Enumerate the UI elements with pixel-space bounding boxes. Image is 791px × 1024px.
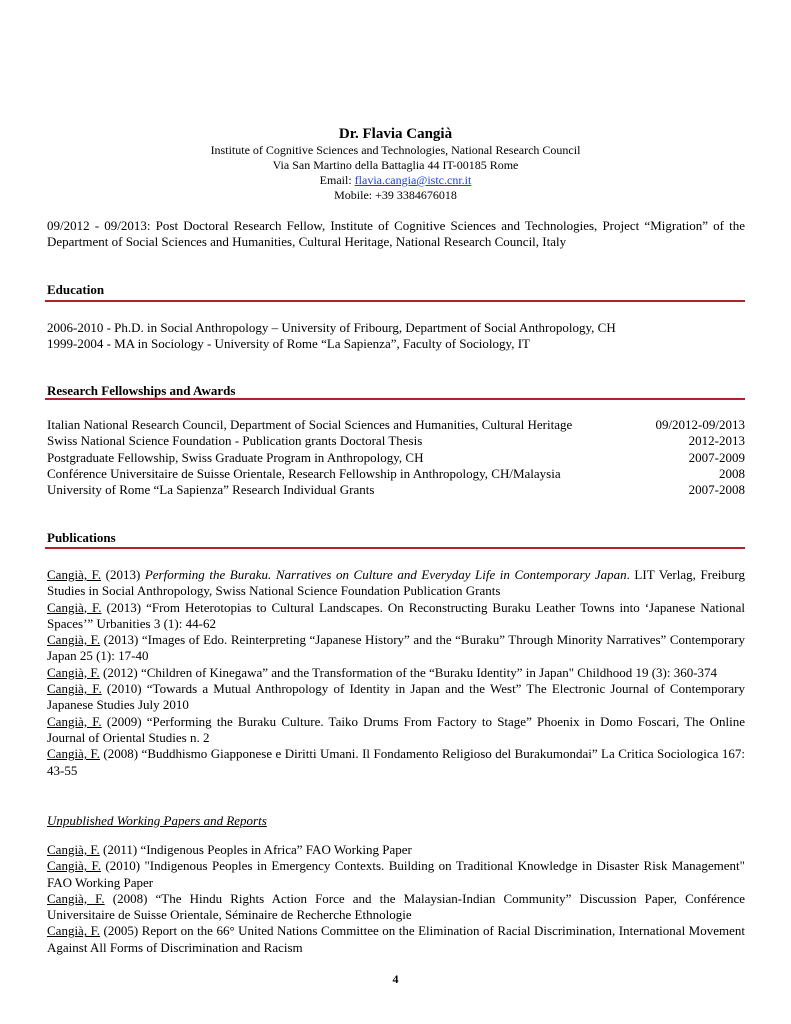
publication-author: Cangià, F. xyxy=(47,567,102,582)
publication-details: . LIT Verlag, Freiburg Studies in Social Anthropology, Swiss National Science Foundation Publication Grants xyxy=(47,567,745,599)
unpublished-title: Unpublished Working Papers and Reports xyxy=(47,813,267,828)
education-list xyxy=(47,320,745,353)
fellowship-date: 2007-2009 xyxy=(688,449,745,465)
publication-author: Cangià, F. xyxy=(47,746,100,762)
unpublished-details: Report on the 66° United Nations Committee on the Elimination of Racial Discrimination, International Movement Against All Forms of Discrimination and Racism xyxy=(47,923,746,955)
fellowships-heading: Research Fellowships and Awards xyxy=(47,383,236,398)
fellowships-list xyxy=(47,417,745,498)
fellowship-date: 2012-2013 xyxy=(688,433,745,449)
education-item: 2006-2010 - Ph.D. in Social Anthropology – University of Fribourg, Department of Social Anthropology, CH xyxy=(47,320,616,335)
publication-details: “Children of Kinegawa” and the Transformation of the “Buraku Identity” in Japan" Childhood 19 (3): 360-374 xyxy=(140,664,718,680)
publication-author: Cangià, F. xyxy=(47,599,102,615)
publication-details: “Performing the Buraku Culture. Taiko Drums From Factory to Stage” Phoenix in Domo Foscari, The Online Journal of Oriental Studies n. 2 xyxy=(47,713,745,745)
unpublished-year: (2008) xyxy=(104,890,156,906)
education-item: 1999-2004 - MA in Sociology - University of Rome “La Sapienza”, Faculty of Sociology, IT xyxy=(47,336,530,352)
unpublished-entry xyxy=(47,858,745,891)
unpublished-entry xyxy=(47,891,745,924)
publication-author: Cangià, F. xyxy=(47,632,101,648)
publications-heading: Publications xyxy=(47,530,116,545)
unpublished-entry xyxy=(47,842,745,858)
fellowship-row xyxy=(47,433,745,449)
fellowship-text: Swiss National Science Foundation - Publication grants Doctoral Thesis xyxy=(47,433,423,449)
fellowship-text: Postgraduate Fellowship, Swiss Graduate Program in Anthropology, CH xyxy=(47,449,424,465)
publication-year: (2009) xyxy=(101,713,147,729)
fellowship-text: University of Rome “La Sapienza” Research Individual Grants xyxy=(47,482,375,498)
unpublished-entry xyxy=(47,923,745,956)
unpublished-details: "Indigenous Peoples in Emergency Contexts. Building on Traditional Knowledge in Disaster Risk Management" FAO Working Paper xyxy=(47,858,745,890)
publication-details: “From Heterotopias to Cultural Landscapes. On Reconstructing Buraku Leather Towns into ‘Japanese National Spaces’” Urbanities 3 (1): 44-62 xyxy=(47,599,745,631)
unpublished-author: Cangià, F. xyxy=(47,923,101,939)
cv-header xyxy=(0,125,791,203)
publication-author: Cangià, F. xyxy=(47,713,102,729)
address-line: Via San Martino della Battaglia 44 IT-00185 Rome xyxy=(272,158,519,172)
fellowship-row xyxy=(47,466,745,482)
education-heading: Education xyxy=(47,282,105,297)
unpublished-author: Cangià, F. xyxy=(47,842,100,857)
publication-author: Cangià, F. xyxy=(47,664,100,680)
institute-line: Institute of Cognitive Sciences and Technologies, National Research Council xyxy=(210,143,581,157)
fellowship-row xyxy=(47,417,745,433)
publication-entry xyxy=(47,665,745,681)
current-position: 09/2012 - 09/2013: Post Doctoral Research Fellow, Institute of Cognitive Sciences and Technologies, Project “Migration” of the Department of Social Sciences and Humanities, Cultural Heritage, National Research Council, Italy xyxy=(47,218,745,250)
education-rule xyxy=(45,300,745,302)
unpublished-year: (2005) xyxy=(100,923,142,939)
publication-entry xyxy=(47,567,745,600)
publication-details: “Images of Edo. Reinterpreting “Japanese History” and the “Buraku” Through Minority Narratives” Contemporary Japan 25 (1): 17-40 xyxy=(47,632,745,664)
email-link[interactable]: flavia.cangia@istc.cnr.it xyxy=(354,173,472,187)
publication-details: “Towards a Mutual Anthropology of Identity in Japan and the West” The Electronic Journal of Contemporary Japanese Studies July 2010 xyxy=(47,681,746,713)
publication-year: (2013) xyxy=(100,632,142,648)
publication-year: (2010) xyxy=(101,681,147,697)
publication-book-title: Performing the Buraku. Narratives on Culture and Everyday Life in Contemporary Japan xyxy=(144,567,627,582)
fellowship-date: 2008 xyxy=(719,465,745,481)
publication-year: (2013) xyxy=(101,599,147,615)
publication-details: “Buddhismo Giapponese e Diritti Umani. Il Fondamento Religioso del Burakumondai” La Critica Sociologica 167: 43-55 xyxy=(47,746,745,778)
publication-year: (2012) xyxy=(99,664,141,680)
publication-entry xyxy=(47,746,745,779)
fellowship-text: Conférence Universitaire de Suisse Orientale, Research Fellowship in Anthropology, CH/Malaysia xyxy=(47,465,561,481)
unpublished-author: Cangià, F. xyxy=(47,858,101,874)
fellowship-row xyxy=(47,482,745,498)
mobile-line: Mobile: +39 3384676018 xyxy=(334,188,457,202)
publication-year: (2013) xyxy=(101,567,145,582)
publication-entry xyxy=(47,600,745,633)
fellowship-date: 09/2012-09/2013 xyxy=(655,417,745,432)
publications-list xyxy=(47,567,745,779)
unpublished-author: Cangià, F. xyxy=(47,890,105,906)
email-label: Email: xyxy=(319,173,355,187)
publication-entry xyxy=(47,714,745,747)
unpublished-list xyxy=(47,842,745,956)
publication-author: Cangià, F. xyxy=(47,681,102,697)
publication-year: (2008) xyxy=(99,746,142,762)
unpublished-heading xyxy=(47,813,745,829)
publication-entry xyxy=(47,632,745,665)
publication-entry xyxy=(47,681,745,714)
unpublished-details: “The Hindu Rights Action Force and the Malaysian-Indian Community” Discussion Paper, Conférence Universitaire de Suisse Orientale, Séminaire de Recherche Ethnologie xyxy=(47,890,745,923)
unpublished-year: (2011) xyxy=(99,842,141,857)
fellowship-date: 2007-2008 xyxy=(688,482,745,498)
person-name: Dr. Flavia Cangià xyxy=(338,126,453,142)
email-line xyxy=(0,173,791,188)
unpublished-year: (2010) xyxy=(100,858,145,874)
unpublished-details: “Indigenous Peoples in Africa” FAO Working Paper xyxy=(140,842,412,857)
fellowship-text: Italian National Research Council, Department of Social Sciences and Humanities, Cultural Heritage xyxy=(47,417,573,432)
page-number: 4 xyxy=(392,972,399,986)
fellowships-rule xyxy=(45,398,745,400)
fellowship-row xyxy=(47,450,745,466)
publications-rule xyxy=(45,547,745,549)
